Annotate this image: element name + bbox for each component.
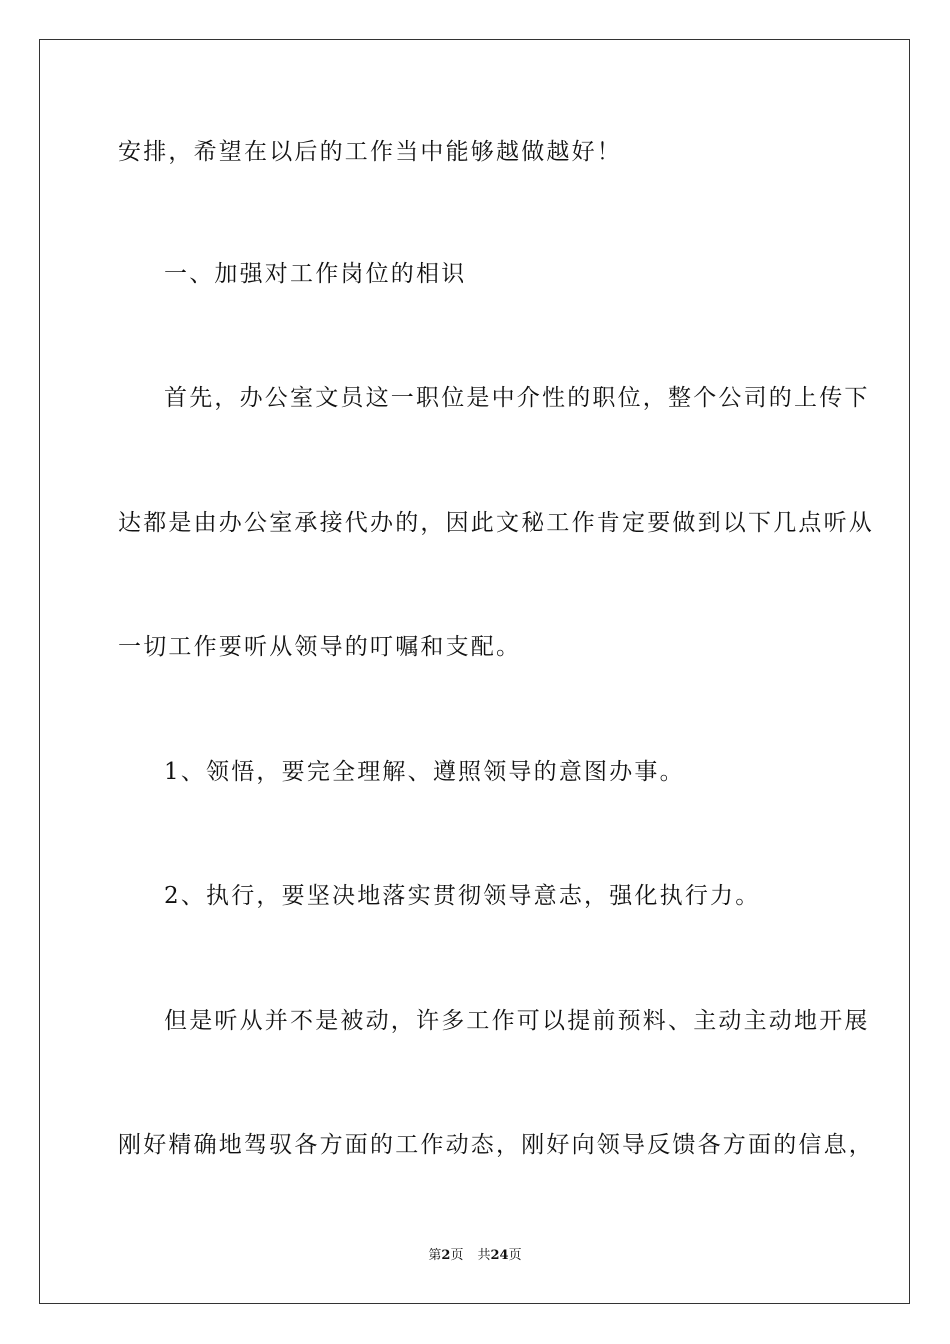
- body-text-line: 但是听从并不是被动，许多工作可以提前预料、主动主动地开展: [164, 1008, 870, 1034]
- body-text-line: 首先，办公室文员这一职位是中介性的职位，整个公司的上传下: [164, 385, 870, 411]
- total-prefix: 共: [477, 1248, 491, 1263]
- total-pages: 24: [490, 1248, 509, 1263]
- section-heading: 一、加强对工作岗位的相识: [164, 261, 467, 287]
- page-footer: [0, 1247, 950, 1265]
- body-text-line: 达都是由办公室承接代办的，因此文秘工作肯定要做到以下几点听从: [118, 510, 874, 536]
- list-item: 1、领悟，要完全理解、遵照领导的意图办事。: [164, 759, 685, 785]
- body-text-line: 一切工作要听从领导的叮嘱和支配。: [118, 634, 522, 660]
- page-prefix: 第: [428, 1248, 442, 1263]
- body-text-line: 刚好精确地驾驭各方面的工作动态，刚好向领导反馈各方面的信息，: [118, 1132, 874, 1158]
- total-suffix: 页: [508, 1248, 522, 1263]
- page-number: 2: [441, 1248, 451, 1263]
- page-suffix: 页: [450, 1248, 464, 1263]
- page-frame: [39, 39, 910, 1304]
- body-text-line: 安排，希望在以后的工作当中能够越做越好！: [118, 139, 622, 165]
- list-item: 2、执行，要坚决地落实贯彻领导意志，强化执行力。: [164, 883, 761, 909]
